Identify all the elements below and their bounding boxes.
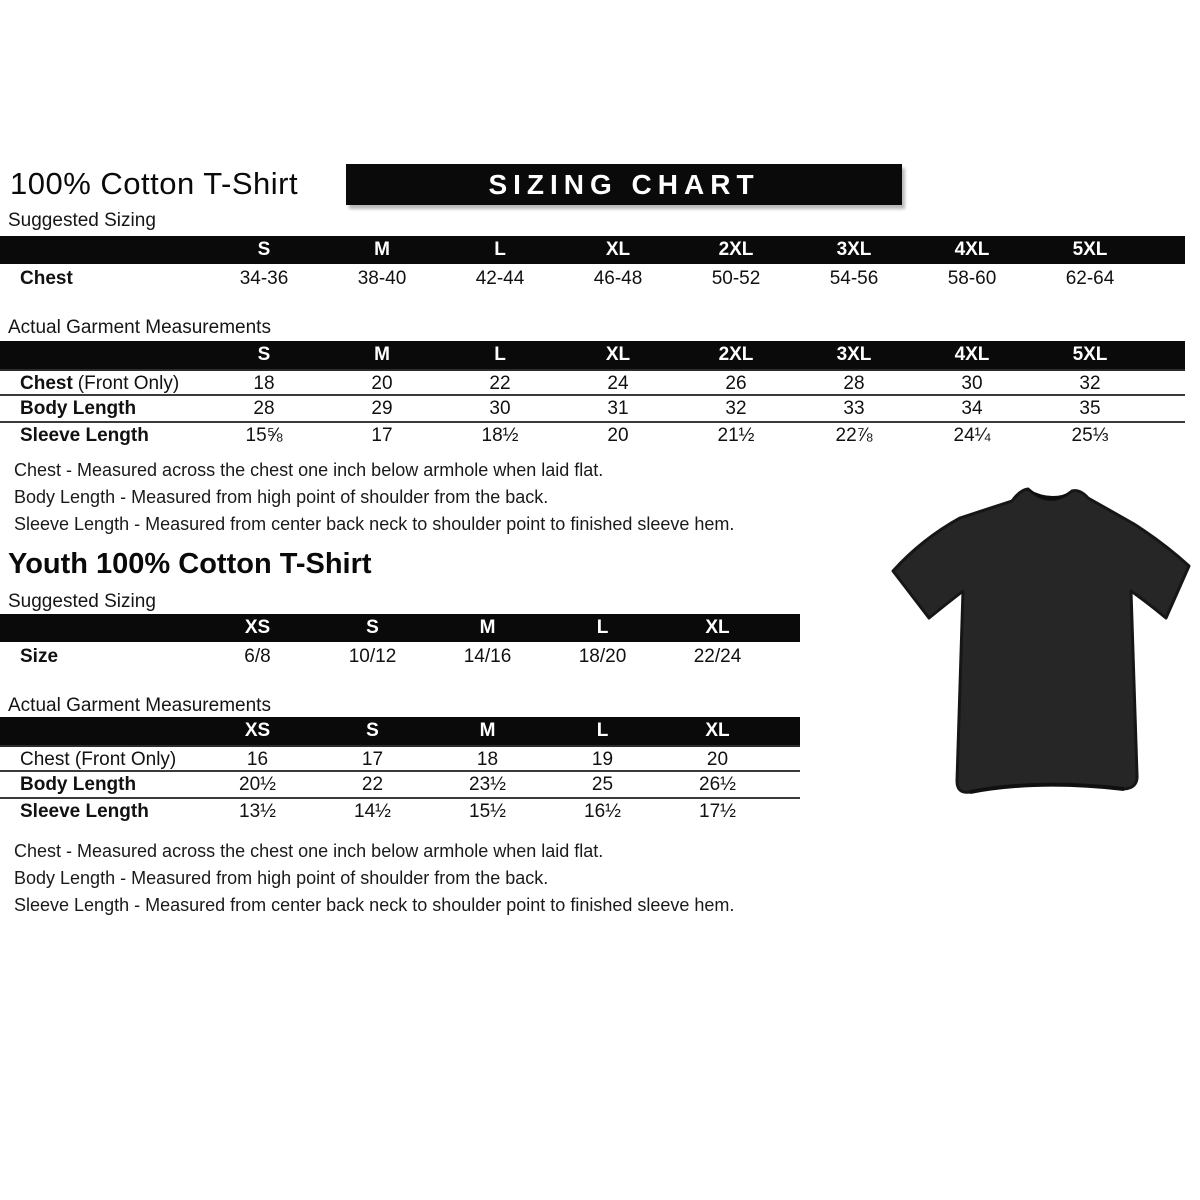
row-label: Size [20, 646, 59, 667]
measurement-value: 28 [253, 398, 275, 419]
measurement-value: 46-48 [593, 268, 643, 289]
size-column-header: 4XL [954, 344, 990, 365]
measurement-value: 26½ [699, 774, 736, 795]
measurement-value: 21½ [717, 425, 755, 446]
youth-section-title: Youth 100% Cotton T-Shirt [8, 548, 372, 580]
row-label: Sleeve Length [20, 425, 149, 446]
measurement-value: 20 [706, 749, 729, 770]
measurement-value: 6/8 [244, 646, 271, 667]
size-column-header: S [257, 239, 271, 260]
adult-suggested-label: Suggested Sizing [8, 210, 156, 231]
size-column-header: XL [705, 617, 730, 638]
measurement-value: 20 [607, 425, 629, 446]
measurement-value: 33 [843, 398, 865, 419]
measurement-row [0, 642, 800, 672]
size-column-header: M [374, 344, 390, 365]
adult-actual-table [0, 341, 1185, 450]
page-title: 100% Cotton T-Shirt [10, 166, 299, 201]
measurement-row [0, 423, 1185, 450]
size-column-header: XL [705, 720, 730, 741]
measurement-value: 24¼ [953, 425, 991, 446]
measurement-value: 10/12 [348, 646, 397, 667]
row-label: Body Length [20, 774, 137, 795]
size-column-header: L [494, 344, 506, 365]
measurement-row [0, 369, 1185, 396]
header-spacer [0, 614, 200, 642]
measurement-value: 20 [371, 373, 393, 394]
measurement-value: 18 [253, 373, 275, 394]
measurement-value: 18/20 [578, 646, 627, 667]
size-column-header: XL [605, 239, 631, 260]
note-sleeve-length: Sleeve Length - Measured from center back neck to shoulder point to finished sleeve hem. [14, 514, 735, 534]
measurement-value: 22/24 [693, 646, 742, 667]
sizing-chart-banner: SIZING CHART [346, 164, 902, 205]
note-chest: Chest - Measured across the chest one inch below armhole when laid flat. [14, 460, 604, 480]
measurement-value: 62-64 [1065, 268, 1115, 289]
measurement-value: 15½ [469, 801, 506, 822]
measurement-value: 17½ [699, 801, 736, 822]
size-column-header: S [366, 617, 379, 638]
measurement-value: 16½ [584, 801, 621, 822]
youth-actual-label: Actual Garment Measurements [8, 695, 271, 716]
measurement-value: 32 [1079, 373, 1101, 394]
measurement-row [0, 745, 800, 772]
size-column-header: L [494, 239, 506, 260]
youth-measurement-notes [14, 842, 734, 923]
size-column-header: 2XL [718, 344, 754, 365]
adult-measurement-notes [14, 461, 734, 542]
measurement-value: 34-36 [239, 268, 289, 289]
measurement-value: 34 [961, 398, 983, 419]
measurement-value: 18½ [481, 425, 519, 446]
row-label: Chest [20, 268, 73, 289]
youth-actual-header-row [0, 717, 800, 745]
black-tshirt-image [890, 477, 1192, 807]
size-column-header: 3XL [836, 344, 872, 365]
measurement-value: 32 [725, 398, 747, 419]
measurement-value: 25 [591, 774, 614, 795]
measurement-value: 17 [361, 749, 384, 770]
measurement-value: 22 [489, 373, 511, 394]
row-label: Sleeve Length [20, 801, 149, 822]
size-column-header: S [257, 344, 271, 365]
measurement-row [0, 396, 1185, 423]
measurement-value: 19 [591, 749, 614, 770]
size-column-header: 5XL [1072, 344, 1108, 365]
size-column-header: M [374, 239, 390, 260]
header-spacer [0, 341, 205, 369]
measurement-value: 42-44 [475, 268, 525, 289]
adult-actual-header-row [0, 341, 1185, 369]
measurement-row [0, 264, 1185, 294]
size-column-header: L [596, 720, 609, 741]
size-column-header: XL [605, 344, 631, 365]
size-column-header: XS [244, 720, 271, 741]
measurement-value: 30 [961, 373, 983, 394]
youth-suggested-header-row [0, 614, 800, 642]
note-sleeve-length: Sleeve Length - Measured from center back neck to shoulder point to finished sleeve hem. [14, 895, 735, 915]
measurement-value: 35 [1079, 398, 1101, 419]
adult-suggested-table [0, 236, 1185, 294]
measurement-value: 23½ [469, 774, 506, 795]
measurement-value: 16 [246, 749, 269, 770]
size-column-header: 2XL [718, 239, 754, 260]
row-label [0, 371, 205, 394]
size-column-header: S [366, 720, 379, 741]
youth-actual-table [0, 717, 800, 826]
row-label-main: Chest [20, 373, 73, 394]
size-column-header: 5XL [1072, 239, 1108, 260]
measurement-value: 22⅞ [835, 425, 873, 446]
measurement-value: 58-60 [947, 268, 997, 289]
measurement-value: 14½ [354, 801, 391, 822]
measurement-value: 20½ [239, 774, 276, 795]
measurement-value: 15⅝ [245, 425, 283, 446]
measurement-value: 30 [489, 398, 511, 419]
size-column-header: M [479, 720, 496, 741]
row-label: Chest (Front Only) [20, 749, 177, 770]
tshirt-silhouette [893, 489, 1189, 792]
measurement-value: 22 [361, 774, 384, 795]
adult-suggested-header-row [0, 236, 1185, 264]
adult-actual-label: Actual Garment Measurements [8, 317, 271, 338]
measurement-value: 29 [371, 398, 393, 419]
measurement-value: 54-56 [829, 268, 879, 289]
measurement-value: 38-40 [357, 268, 407, 289]
row-label: Body Length [20, 398, 137, 419]
measurement-value: 24 [607, 373, 629, 394]
size-column-header: M [479, 617, 496, 638]
measurement-row [0, 772, 800, 799]
measurement-value: 13½ [239, 801, 276, 822]
note-chest: Chest - Measured across the chest one inch below armhole when laid flat. [14, 841, 604, 861]
measurement-value: 26 [725, 373, 747, 394]
size-column-header: L [596, 617, 609, 638]
measurement-value: 18 [476, 749, 499, 770]
measurement-value: 25⅓ [1071, 425, 1109, 446]
measurement-row [0, 799, 800, 826]
header-spacer [0, 236, 205, 264]
size-column-header: 4XL [954, 239, 990, 260]
row-label-suffix: (Front Only) [77, 373, 180, 394]
header-spacer [0, 717, 200, 745]
measurement-value: 17 [371, 425, 393, 446]
youth-suggested-table [0, 614, 800, 672]
youth-suggested-label: Suggested Sizing [8, 591, 156, 612]
note-body-length: Body Length - Measured from high point of shoulder from the back. [14, 868, 549, 888]
measurement-value: 14/16 [463, 646, 512, 667]
measurement-value: 28 [843, 373, 865, 394]
measurement-value: 50-52 [711, 268, 761, 289]
size-column-header: 3XL [836, 239, 872, 260]
size-column-header: XS [244, 617, 271, 638]
note-body-length: Body Length - Measured from high point of shoulder from the back. [14, 487, 549, 507]
measurement-value: 31 [607, 398, 629, 419]
